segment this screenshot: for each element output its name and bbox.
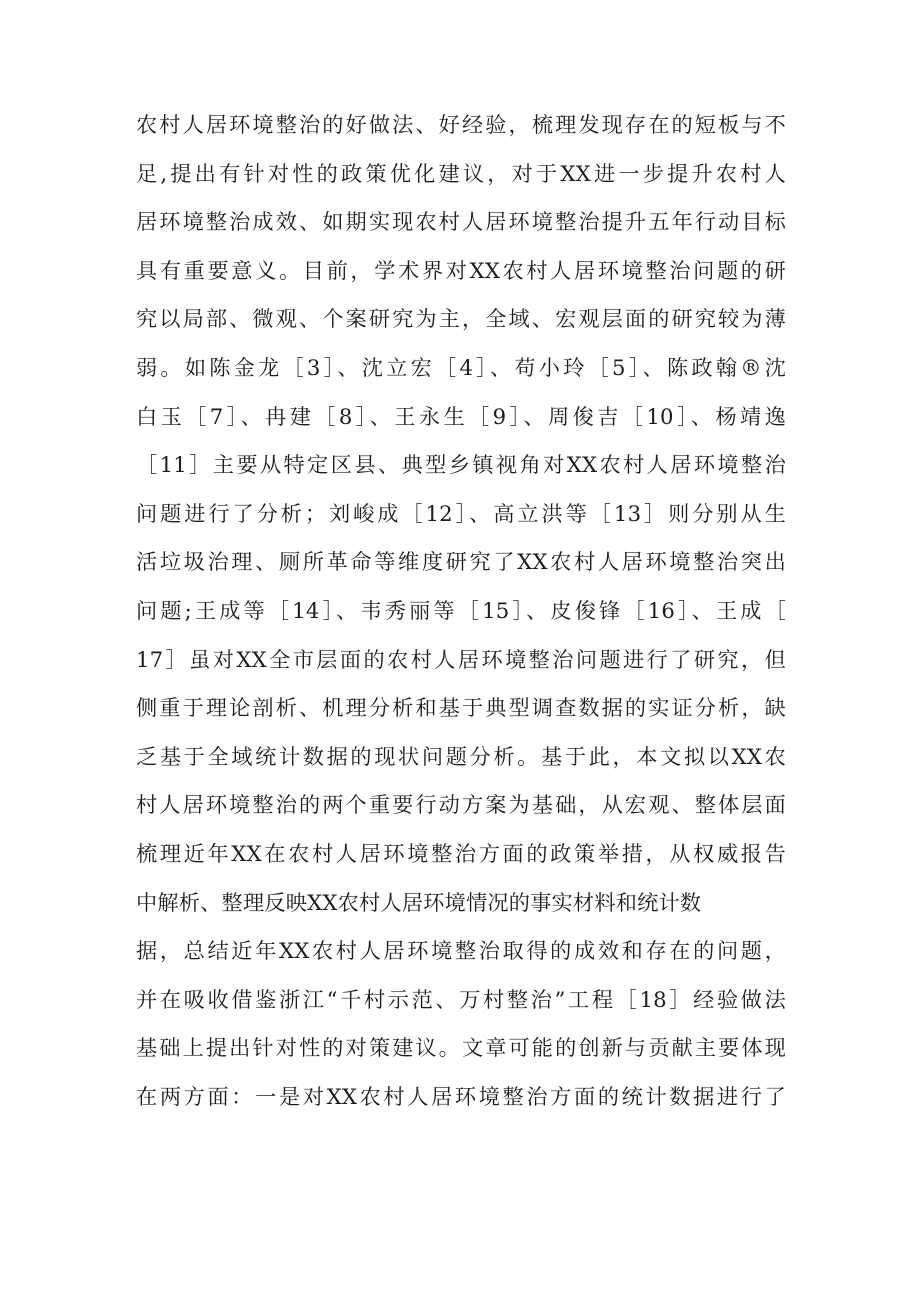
text-line-12: 17］虽对XX全市层面的农村人居环境整治问题进行了研究，但	[136, 646, 786, 672]
text-line-8: ［11］主要从特定区县、典型乡镇视角对XX农村人居环境整治	[136, 452, 786, 478]
text-line-18: 据，总结近年XX农村人居环境整治取得的成效和存在的问题，	[136, 938, 786, 964]
text-line-9: 问题进行了分析；刘峻成［12］、高立洪等［13］则分别从生	[136, 500, 786, 526]
text-line-11: 问题;王成等［14］、韦秀丽等［15］、皮俊锋［16］、王成［	[136, 597, 786, 623]
text-line-4: 具有重要意义。目前，学术界对XX农村人居环境整治问题的研	[136, 257, 786, 283]
text-line-19: 并在吸收借鉴浙江“千村示范、万村整治”工程［18］经验做法	[136, 986, 786, 1012]
text-line-3: 居环境整治成效、如期实现农村人居环境整治提升五年行动目标	[136, 209, 786, 235]
text-line-15: 村人居环境整治的两个重要行动方案为基础，从宏观、整体层面	[136, 792, 786, 818]
text-line-17: 中解析、整理反映XX农村人居环境情况的事实材料和统计数	[136, 889, 702, 915]
text-line-16: 梳理近年XX在农村人居环境整治方面的政策举措，从权威报告	[136, 840, 786, 866]
text-line-6: 弱。如陈金龙［3］、沈立宏［4］、苟小玲［5］、陈政翰®沈	[136, 354, 786, 380]
text-line-21: 在两方面：一是对XX农村人居环境整治方面的统计数据进行了	[136, 1083, 786, 1109]
text-line-13: 侧重于理论剖析、机理分析和基于典型调查数据的实证分析，缺	[136, 695, 786, 721]
text-line-14: 乏基于全域统计数据的现状问题分析。基于此，本文拟以XX农	[136, 743, 786, 769]
text-line-7: 白玉［7］、冉建［8］、王永生［9］、周俊吉［10］、杨靖逸	[136, 403, 786, 429]
body-paragraph	[136, 101, 786, 1121]
text-line-10: 活垃圾治理、厕所革命等维度研究了XX农村人居环境整治突出	[136, 549, 786, 575]
text-line-20: 基础上提出针对性的对策建议。文章可能的创新与贡献主要体现	[136, 1035, 786, 1061]
text-line-5: 究以局部、微观、个案研究为主，全域、宏观层面的研究较为薄	[136, 306, 786, 332]
text-line-2: 足,提出有针对性的政策优化建议，对于XX进一步提升农村人	[136, 160, 786, 186]
text-line-1: 农村人居环境整治的好做法、好经验，梳理发现存在的短板与不	[136, 112, 786, 137]
